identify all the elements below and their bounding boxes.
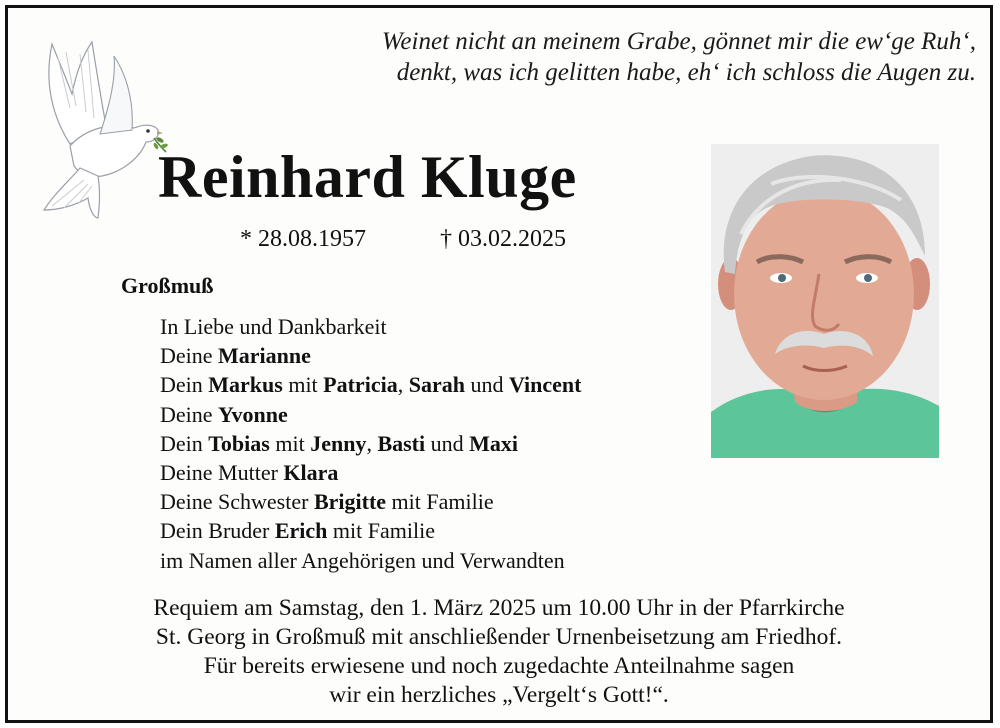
portrait-photo (711, 144, 939, 458)
mourners-line: Dein Tobias mit Jenny, Basti und Maxi (160, 430, 519, 456)
mourners-line: im Namen aller Angehörigen und Verwandten (160, 547, 565, 573)
dove-with-olive-branch-icon (30, 34, 170, 219)
mourners-line: In Liebe und Dankbarkeit (160, 314, 387, 339)
deceased-name: Reinhard Kluge (158, 144, 577, 210)
footer-line: St. Georg in Großmuß mit anschließender Urnenbeisetzung am Friedhof. (155, 624, 843, 650)
mourners-line: Deine Schwester Brigitte mit Familie (160, 489, 494, 515)
mourners-line: Deine Marianne (160, 343, 311, 369)
footer-line: Requiem am Samstag, den 1. März 2025 um 10.00 Uhr in der Pfarrkirche (153, 595, 845, 621)
mourners-list (160, 312, 581, 575)
footer-line: wir ein herzliches „Vergelt‘s Gott!“. (329, 682, 669, 708)
birth-date: * 28.08.1957 (240, 226, 366, 252)
memorial-quote (382, 26, 976, 88)
mourners-line: Deine Mutter Klara (160, 460, 339, 486)
mourners-line: Dein Markus mit Patricia, Sarah und Vincent (160, 372, 582, 398)
quote-line-2: denkt, was ich gelitten habe, eh‘ ich schloss die Augen zu. (396, 59, 976, 86)
funeral-announcement (8, 594, 990, 710)
mourners-line: Deine Yvonne (160, 401, 288, 427)
obituary-notice (5, 5, 993, 723)
hometown: Großmuß (121, 273, 214, 298)
death-date: † 03.02.2025 (440, 226, 566, 252)
footer-line: Für bereits erwiesene und noch zugedachte Anteilnahme sagen (203, 653, 795, 679)
quote-line-1: Weinet nicht an meinem Grabe, gönnet mir die ew‘ge Ruh‘, (381, 28, 976, 55)
mourners-line: Dein Bruder Erich mit Familie (160, 518, 435, 544)
